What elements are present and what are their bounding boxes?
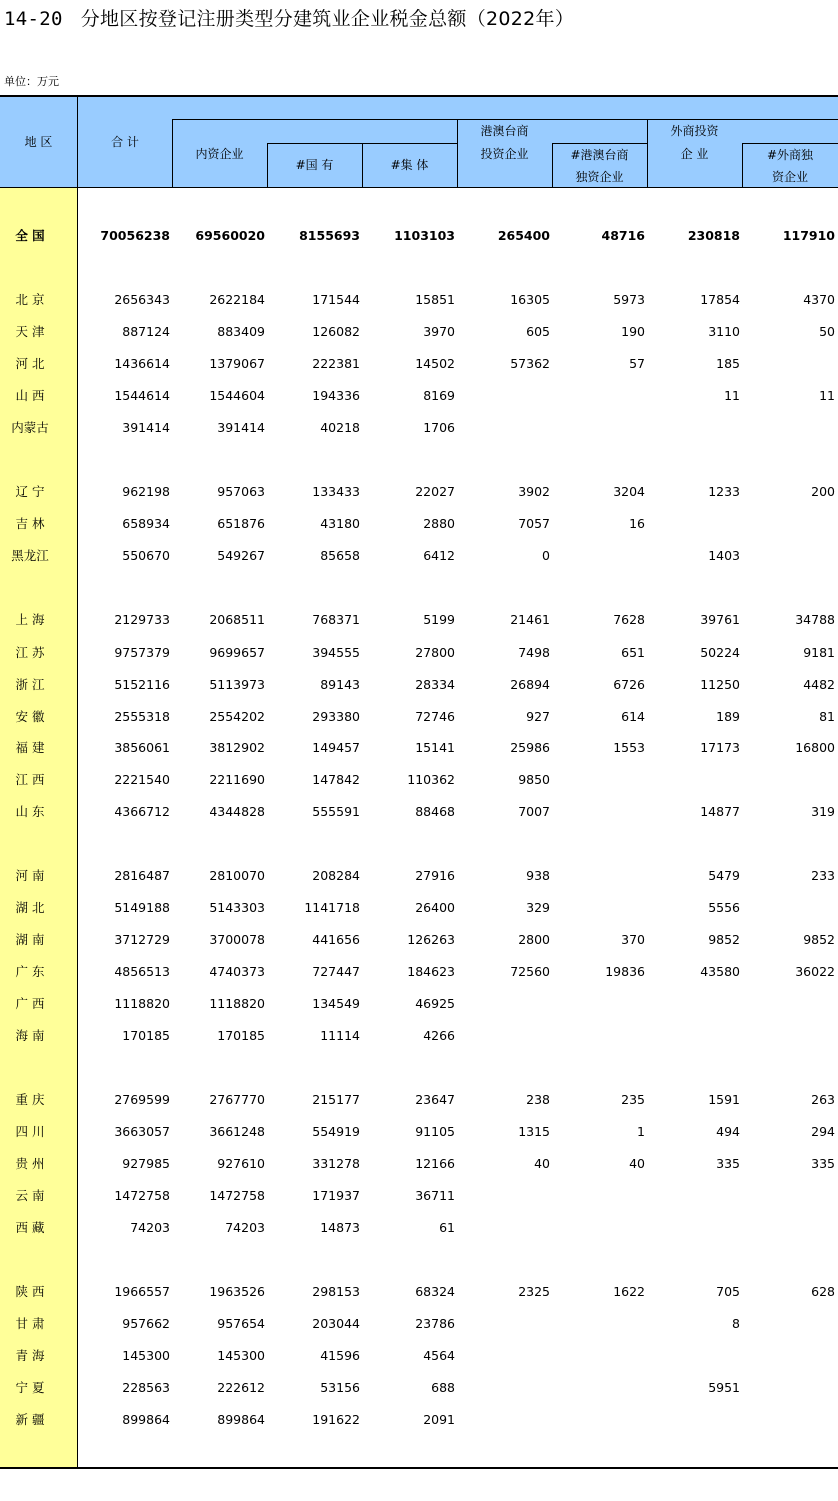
cell-foreign-sole: 263 [811, 1092, 835, 1107]
cell-foreign: 3110 [708, 324, 740, 339]
cell-domestic: 1472758 [209, 1188, 265, 1203]
region-name: 河 北 [15, 356, 45, 371]
table-row [0, 866, 838, 886]
cell-domestic: 651876 [217, 516, 265, 531]
cell-collective: 23786 [415, 1316, 455, 1331]
cell-foreign-sole: 117910 [782, 228, 835, 243]
cell-hk: 7498 [518, 645, 550, 660]
header-top-rule [0, 95, 838, 97]
cell-collective: 68324 [415, 1284, 455, 1299]
cell-total: 3663057 [114, 1124, 170, 1139]
table-row [0, 1122, 838, 1142]
cell-total: 1544614 [114, 388, 170, 403]
cell-total: 3856061 [114, 740, 170, 755]
region-name: 海 南 [15, 1028, 45, 1043]
cell-collective: 36711 [415, 1188, 455, 1203]
cell-hk-sole: 19836 [605, 964, 645, 979]
cell-hk: 72560 [510, 964, 550, 979]
cell-total: 74203 [130, 1220, 170, 1235]
cell-hk-sole: 190 [621, 324, 645, 339]
table-row [0, 610, 838, 630]
table-row [0, 643, 838, 663]
cell-foreign-sole: 81 [819, 709, 835, 724]
region-name: 陕 西 [15, 1284, 45, 1299]
cell-foreign: 11250 [700, 677, 740, 692]
cell-hk-sole: 40 [629, 1156, 645, 1171]
cell-hk: 40 [534, 1156, 550, 1171]
region-name: 北 京 [15, 292, 45, 307]
cell-state: 134549 [312, 996, 360, 1011]
cell-foreign-sole: 335 [811, 1156, 835, 1171]
table-row [0, 1154, 838, 1174]
cell-hk: 3902 [518, 484, 550, 499]
table-row [0, 1026, 838, 1046]
cell-state: 768371 [312, 612, 360, 627]
cell-total: 1436614 [114, 356, 170, 371]
cell-hk-sole: 651 [621, 645, 645, 660]
cell-collective: 26400 [415, 900, 455, 915]
cell-total: 658934 [122, 516, 170, 531]
cell-total: 887124 [122, 324, 170, 339]
cell-domestic: 1118820 [209, 996, 265, 1011]
region-name: 贵 州 [15, 1156, 45, 1171]
cell-collective: 15851 [415, 292, 455, 307]
cell-collective: 27916 [415, 868, 455, 883]
header-bottom-rule [0, 187, 838, 188]
cell-domestic: 2211690 [209, 772, 265, 787]
cell-total: 3712729 [114, 932, 170, 947]
cell-hk-sole: 48716 [601, 228, 645, 243]
region-name: 福 建 [15, 740, 45, 755]
table-row [0, 738, 838, 758]
header-total: 合 计 [111, 135, 139, 149]
cell-total: 962198 [122, 484, 170, 499]
cell-foreign-sole: 294 [811, 1124, 835, 1139]
region-name: 宁 夏 [15, 1380, 45, 1395]
table-row [0, 546, 838, 566]
cell-hk: 938 [526, 868, 550, 883]
cell-state: 215177 [312, 1092, 360, 1107]
cell-state: 171937 [312, 1188, 360, 1203]
table-row [0, 418, 838, 438]
table-row [0, 1186, 838, 1206]
cell-state: 194336 [312, 388, 360, 403]
cell-hk: 2325 [518, 1284, 550, 1299]
cell-state: 331278 [312, 1156, 360, 1171]
cell-hk: 9850 [518, 772, 550, 787]
cell-foreign: 230818 [687, 228, 740, 243]
cell-total: 1966557 [114, 1284, 170, 1299]
cell-foreign: 1233 [708, 484, 740, 499]
unit-label: 单位：万元 [4, 75, 59, 88]
cell-collective: 110362 [407, 772, 455, 787]
region-name: 安 徽 [15, 709, 45, 724]
region-name: 重 庆 [15, 1092, 45, 1107]
cell-foreign: 11 [724, 388, 740, 403]
region-name: 内蒙古 [11, 420, 49, 435]
cell-domestic: 4740373 [209, 964, 265, 979]
cell-total: 1472758 [114, 1188, 170, 1203]
cell-collective: 15141 [415, 740, 455, 755]
cell-total: 4366712 [114, 804, 170, 819]
cell-total: 5149188 [114, 900, 170, 915]
cell-total: 2656343 [114, 292, 170, 307]
cell-total: 1118820 [114, 996, 170, 1011]
cell-state: 41596 [320, 1348, 360, 1363]
cell-state: 85658 [320, 548, 360, 563]
region-name: 湖 南 [15, 932, 45, 947]
header-foreign-sole-line1: #外商独 [766, 148, 814, 162]
region-name: 天 津 [15, 324, 45, 339]
region-name: 云 南 [15, 1188, 45, 1203]
cell-foreign-sole: 50 [819, 324, 835, 339]
cell-hk: 7007 [518, 804, 550, 819]
region-name: 山 西 [15, 388, 45, 403]
cell-domestic: 145300 [217, 1348, 265, 1363]
cell-state: 149457 [312, 740, 360, 755]
cell-collective: 22027 [415, 484, 455, 499]
cell-foreign-sole: 233 [811, 868, 835, 883]
region-name: 甘 肃 [15, 1316, 45, 1331]
cell-hk-sole: 1553 [613, 740, 645, 755]
cell-hk-sole: 1622 [613, 1284, 645, 1299]
cell-foreign: 14877 [700, 804, 740, 819]
cell-total: 2129733 [114, 612, 170, 627]
cell-hk-sole: 3204 [613, 484, 645, 499]
cell-domestic: 2554202 [209, 709, 265, 724]
cell-total: 957662 [122, 1316, 170, 1331]
header-divider [267, 143, 457, 144]
national-total-row [0, 226, 838, 246]
cell-state: 171544 [312, 292, 360, 307]
cell-collective: 4266 [423, 1028, 455, 1043]
cell-foreign: 1591 [708, 1092, 740, 1107]
table-title: 分地区按登记注册类型分建筑业企业税金总额（2022年） [80, 8, 575, 30]
table-row [0, 514, 838, 534]
cell-collective: 3970 [423, 324, 455, 339]
cell-collective: 4564 [423, 1348, 455, 1363]
region-name: 西 藏 [15, 1220, 45, 1235]
cell-collective: 184623 [407, 964, 455, 979]
cell-collective: 5199 [423, 612, 455, 627]
cell-foreign-sole: 9181 [803, 645, 835, 660]
cell-hk: 25986 [510, 740, 550, 755]
table-row [0, 322, 838, 342]
table-row [0, 707, 838, 727]
cell-domestic: 391414 [217, 420, 265, 435]
cell-state: 727447 [312, 964, 360, 979]
cell-hk: 26894 [510, 677, 550, 692]
cell-hk: 0 [542, 548, 550, 563]
table-row [0, 1314, 838, 1334]
header-collective: #集 体 [390, 158, 429, 172]
cell-hk: 7057 [518, 516, 550, 531]
table-row [0, 386, 838, 406]
table-row [0, 1218, 838, 1238]
header-foreign-sole-line2: 资企业 [771, 170, 808, 184]
cell-state: 43180 [320, 516, 360, 531]
cell-collective: 1103103 [394, 228, 455, 243]
table-row [0, 482, 838, 502]
region-name: 新 疆 [15, 1412, 45, 1427]
cell-domestic: 957654 [217, 1316, 265, 1331]
cell-total: 170185 [122, 1028, 170, 1043]
cell-hk: 21461 [510, 612, 550, 627]
cell-state: 555591 [312, 804, 360, 819]
cell-domestic: 3812902 [209, 740, 265, 755]
cell-domestic: 1544604 [209, 388, 265, 403]
cell-state: 293380 [312, 709, 360, 724]
cell-domestic: 69560020 [195, 228, 265, 243]
cell-hk: 1315 [518, 1124, 550, 1139]
table-row [0, 1282, 838, 1302]
cell-foreign-sole: 36022 [795, 964, 835, 979]
region-name: 黑龙江 [11, 548, 49, 563]
cell-total: 5152116 [114, 677, 170, 692]
cell-hk: 16305 [510, 292, 550, 307]
cell-domestic: 9699657 [209, 645, 265, 660]
cell-domestic: 222612 [217, 1380, 265, 1395]
table-row [0, 802, 838, 822]
cell-foreign-sole: 200 [811, 484, 835, 499]
cell-hk-sole: 6726 [613, 677, 645, 692]
cell-domestic: 2767770 [209, 1092, 265, 1107]
cell-foreign: 50224 [700, 645, 740, 660]
cell-collective: 61 [439, 1220, 455, 1235]
table-row [0, 898, 838, 918]
cell-foreign: 17854 [700, 292, 740, 307]
cell-state: 53156 [320, 1380, 360, 1395]
header-state-owned: #国 有 [295, 158, 334, 172]
table-row [0, 290, 838, 310]
cell-collective: 72746 [415, 709, 455, 724]
cell-total: 4856513 [114, 964, 170, 979]
header-region: 地 区 [24, 135, 53, 149]
region-name: 湖 北 [15, 900, 45, 915]
cell-domestic: 5143303 [209, 900, 265, 915]
cell-domestic: 927610 [217, 1156, 265, 1171]
cell-collective: 91105 [415, 1124, 455, 1139]
region-name: 山 东 [15, 804, 45, 819]
cell-domestic: 2068511 [209, 612, 265, 627]
region-name: 四 川 [15, 1124, 45, 1139]
page-title [4, 4, 574, 31]
cell-foreign-sole: 4482 [803, 677, 835, 692]
cell-total: 145300 [122, 1348, 170, 1363]
cell-state: 441656 [312, 932, 360, 947]
cell-hk-sole: 1 [637, 1124, 645, 1139]
cell-state: 11114 [320, 1028, 360, 1043]
header-foreign-line1: 外商投资 [670, 124, 719, 138]
cell-hk-sole: 16 [629, 516, 645, 531]
header-hk-line2: 投资企业 [480, 147, 529, 161]
cell-collective: 6412 [423, 548, 455, 563]
table-row [0, 962, 838, 982]
table-row [0, 1346, 838, 1366]
cell-hk: 329 [526, 900, 550, 915]
cell-state: 554919 [312, 1124, 360, 1139]
cell-state: 126082 [312, 324, 360, 339]
cell-hk-sole: 7628 [613, 612, 645, 627]
cell-collective: 23647 [415, 1092, 455, 1107]
region-name: 全 国 [15, 228, 45, 243]
cell-total: 550670 [122, 548, 170, 563]
cell-collective: 46925 [415, 996, 455, 1011]
cell-total: 927985 [122, 1156, 170, 1171]
cell-foreign: 17173 [700, 740, 740, 755]
cell-domestic: 899864 [217, 1412, 265, 1427]
cell-foreign: 8 [732, 1316, 740, 1331]
cell-foreign: 335 [716, 1156, 740, 1171]
cell-total: 391414 [122, 420, 170, 435]
cell-foreign: 9852 [708, 932, 740, 947]
header-hk-sole-line1: #港澳台商 [570, 148, 629, 162]
cell-domestic: 1379067 [209, 356, 265, 371]
cell-state: 1141718 [304, 900, 360, 915]
cell-collective: 28334 [415, 677, 455, 692]
cell-state: 298153 [312, 1284, 360, 1299]
cell-domestic: 2810070 [209, 868, 265, 883]
table-row [0, 1410, 838, 1430]
cell-foreign-sole: 319 [811, 804, 835, 819]
table-row [0, 1378, 838, 1398]
cell-foreign: 5479 [708, 868, 740, 883]
cell-foreign-sole: 9852 [803, 932, 835, 947]
cell-collective: 1706 [423, 420, 455, 435]
cell-foreign: 39761 [700, 612, 740, 627]
cell-domestic: 549267 [217, 548, 265, 563]
cell-total: 2769599 [114, 1092, 170, 1107]
cell-state: 394555 [312, 645, 360, 660]
cell-foreign: 185 [716, 356, 740, 371]
cell-collective: 88468 [415, 804, 455, 819]
table-bottom-rule [0, 1467, 838, 1469]
region-name: 青 海 [15, 1348, 45, 1363]
region-name: 吉 林 [15, 516, 45, 531]
cell-hk-sole: 614 [621, 709, 645, 724]
cell-hk: 265400 [497, 228, 550, 243]
cell-domestic: 2622184 [209, 292, 265, 307]
cell-state: 191622 [312, 1412, 360, 1427]
cell-total: 899864 [122, 1412, 170, 1427]
cell-hk-sole: 235 [621, 1092, 645, 1107]
cell-state: 147842 [312, 772, 360, 787]
region-name: 江 西 [15, 772, 45, 787]
table-row [0, 675, 838, 695]
cell-total: 2555318 [114, 709, 170, 724]
cell-foreign: 494 [716, 1124, 740, 1139]
cell-collective: 8169 [423, 388, 455, 403]
cell-collective: 2091 [423, 1412, 455, 1427]
cell-total: 228563 [122, 1380, 170, 1395]
region-name: 河 南 [15, 868, 45, 883]
cell-domestic: 5113973 [209, 677, 265, 692]
cell-hk: 927 [526, 709, 550, 724]
cell-domestic: 4344828 [209, 804, 265, 819]
cell-total: 2221540 [114, 772, 170, 787]
region-name: 江 苏 [15, 645, 45, 660]
table-number: 14-20 [4, 8, 63, 30]
cell-total: 2816487 [114, 868, 170, 883]
cell-hk: 605 [526, 324, 550, 339]
cell-collective: 12166 [415, 1156, 455, 1171]
header-foreign-line2: 企 业 [680, 147, 709, 161]
cell-state: 14873 [320, 1220, 360, 1235]
cell-domestic: 74203 [225, 1220, 265, 1235]
cell-foreign: 189 [716, 709, 740, 724]
cell-domestic: 1963526 [209, 1284, 265, 1299]
cell-hk: 238 [526, 1092, 550, 1107]
cell-collective: 14502 [415, 356, 455, 371]
header-hk-sole-line2: 独资企业 [575, 170, 624, 184]
cell-hk: 2800 [518, 932, 550, 947]
cell-hk-sole: 5973 [613, 292, 645, 307]
cell-state: 8155693 [299, 228, 360, 243]
cell-foreign: 1403 [708, 548, 740, 563]
table-row [0, 930, 838, 950]
table-row [0, 1090, 838, 1110]
cell-collective: 126263 [407, 932, 455, 947]
cell-state: 133433 [312, 484, 360, 499]
cell-total: 9757379 [114, 645, 170, 660]
cell-hk: 57362 [510, 356, 550, 371]
cell-domestic: 170185 [217, 1028, 265, 1043]
cell-hk-sole: 370 [621, 932, 645, 947]
cell-domestic: 3700078 [209, 932, 265, 947]
region-column-background [0, 188, 77, 1468]
cell-collective: 688 [431, 1380, 455, 1395]
cell-state: 208284 [312, 868, 360, 883]
table-row [0, 354, 838, 374]
cell-hk-sole: 57 [629, 356, 645, 371]
cell-foreign: 5951 [708, 1380, 740, 1395]
cell-foreign-sole: 4370 [803, 292, 835, 307]
cell-collective: 2880 [423, 516, 455, 531]
region-name: 浙 江 [15, 677, 45, 692]
cell-foreign-sole: 628 [811, 1284, 835, 1299]
cell-state: 40218 [320, 420, 360, 435]
cell-domestic: 3661248 [209, 1124, 265, 1139]
cell-foreign: 705 [716, 1284, 740, 1299]
header-domestic: 内资企业 [195, 147, 244, 161]
cell-total: 70056238 [100, 228, 170, 243]
cell-state: 222381 [312, 356, 360, 371]
region-name: 广 西 [15, 996, 45, 1011]
cell-domestic: 957063 [217, 484, 265, 499]
cell-state: 203044 [312, 1316, 360, 1331]
table-row [0, 994, 838, 1014]
cell-collective: 27800 [415, 645, 455, 660]
cell-foreign-sole: 16800 [795, 740, 835, 755]
cell-foreign: 43580 [700, 964, 740, 979]
region-name: 辽 宁 [15, 484, 45, 499]
cell-domestic: 883409 [217, 324, 265, 339]
table-row [0, 770, 838, 790]
cell-state: 89143 [320, 677, 360, 692]
header-hk-line1: 港澳台商 [480, 124, 529, 138]
region-name: 广 东 [15, 964, 45, 979]
cell-foreign-sole: 11 [819, 388, 835, 403]
cell-foreign-sole: 34788 [795, 612, 835, 627]
region-name: 上 海 [15, 612, 45, 627]
cell-foreign: 5556 [708, 900, 740, 915]
